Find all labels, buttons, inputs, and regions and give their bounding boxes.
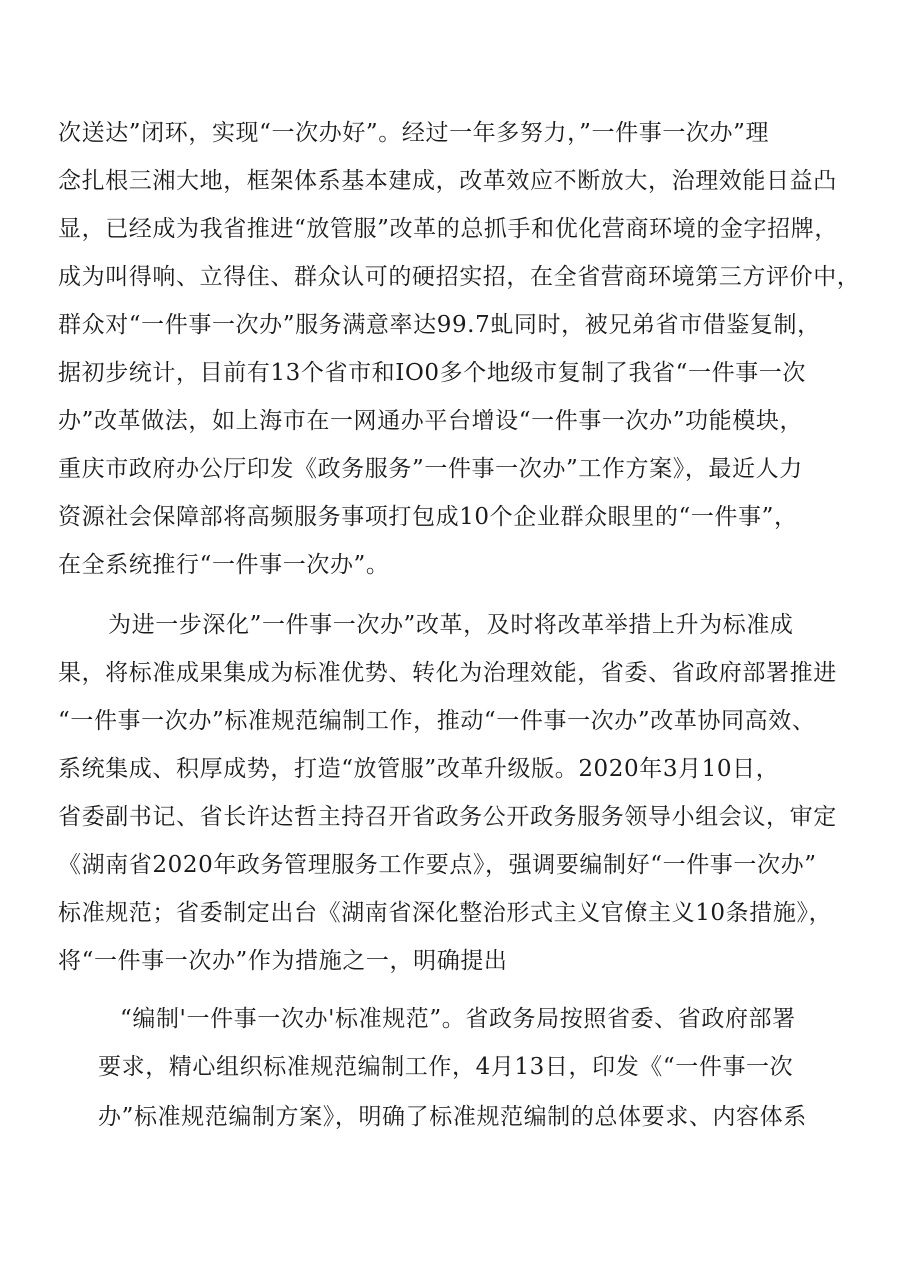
paragraph-2-line-5: 省委副书记、省长许达哲主持召开省政务公开政务服务领导小组会议，审定: [58, 804, 837, 830]
paragraph-2-line-3: “一件事一次办”标准规范编制工作，推动“一件事一次办”改革协同高效、: [58, 708, 816, 734]
paragraph-1-line-8: 重庆市政府办公厅印发《政务服务”一件事一次办”工作方案》，最近人力: [58, 456, 803, 482]
paragraph-1-line-6: 据初步统计，目前有13个省市和IO0多个地级市复制了我省“一件事一次: [58, 360, 806, 386]
paragraph-2-line-4: 系统集成、积厚成势，打造“放管服”改革升级版。2020年3月10日，: [58, 756, 780, 782]
paragraph-3-line-3: 办”标准规范编制方案》，明确了标准规范编制的总体要求、内容体系: [98, 1104, 807, 1130]
paragraph-1-line-4: 成为叫得响、立得住、群众认可的硬招实招，在全省营商环境第三方评价中，: [58, 264, 861, 290]
paragraph-2-line-1: 为进一步深化”一件事一次办”改革，及时将改革举措上升为标准成: [108, 612, 794, 638]
paragraph-2-line-7: 标准规范；省委制定出台《湖南省深化整治形式主义官僚主义10条措施》，: [58, 900, 833, 926]
paragraph-2-line-2: 果，将标准成果集成为标准优势、转化为治理效能，省委、省政府部署推进: [58, 660, 837, 686]
paragraph-1-line-10: 在全系统推行“一件事一次办”。: [58, 552, 390, 578]
paragraph-1-line-2: 念扎根三湘大地，框架体系基本建成，改革效应不断放大，治理效能日益凸: [58, 168, 837, 194]
paragraph-1-line-3: 显，已经成为我省推进“放管服”改革的总抓手和优化营商环境的金字招牌，: [58, 216, 838, 242]
paragraph-2-line-8: 将“一件事一次办”作为措施之一，明确提出: [58, 948, 508, 974]
paragraph-1-line-7: 办”改革做法，如上海市在一网通办平台增设“一件事一次办”功能模块，: [58, 408, 804, 434]
paragraph-1-line-1: 次送达”闭环，实现“一次办好”。经过一年多努力，”一件事一次办”理: [58, 120, 770, 146]
paragraph-1-line-9: 资源社会保障部将高频服务事项打包成10个企业群众眼里的“一件事”，: [58, 504, 798, 530]
paragraph-3-line-2: 要求，精心组织标准规范编制工作，4月13日，印发《“一件事一次: [98, 1054, 794, 1080]
paragraph-2-line-6: 《湖南省2020年政务管理服务工作要点》，强调要编制好“一件事一次办”: [58, 852, 817, 878]
paragraph-3-line-1: “编制'一件事一次办'标准规范”。省政务局按照省委、省政府部署: [120, 1006, 796, 1032]
paragraph-1-line-5: 群众对“一件事一次办”服务满意率达99.7虬同时，被兄弟省市借鉴复制，: [58, 312, 821, 338]
